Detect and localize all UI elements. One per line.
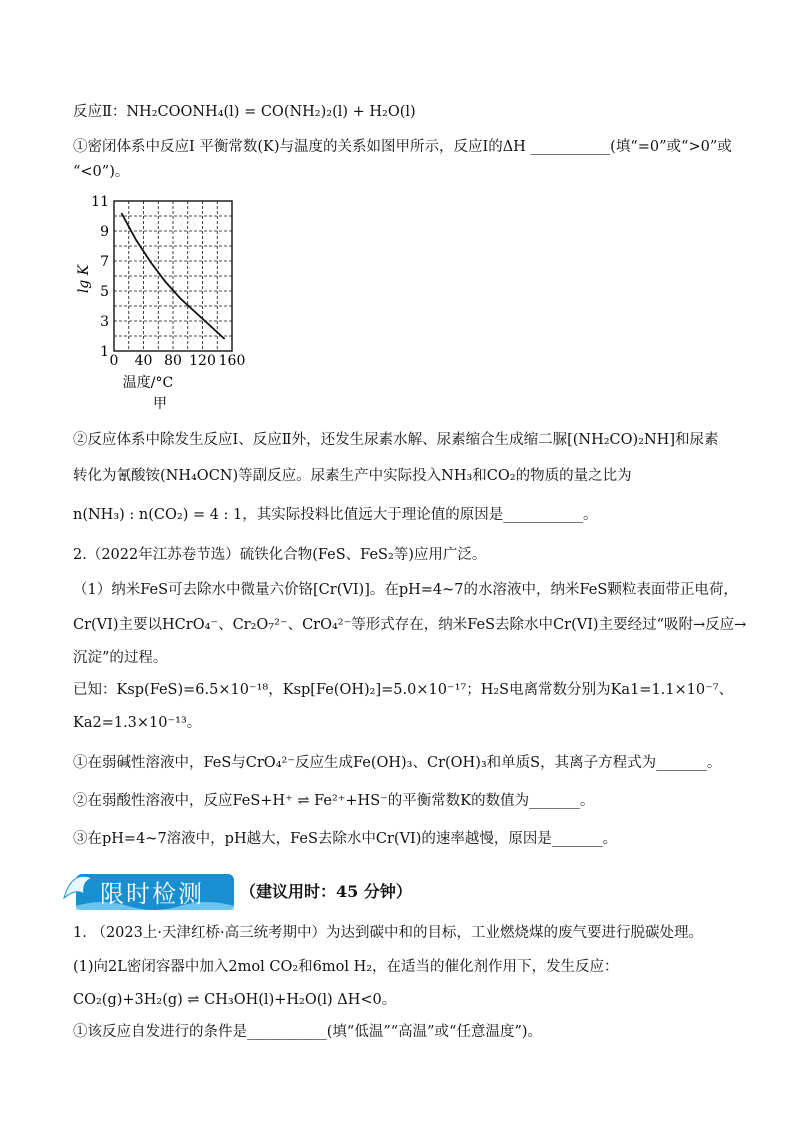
problem-2-part1-cont2: 沉淀”的过程。 — [73, 650, 168, 666]
question-2-text-cont: 转化为氰酸铵(NH₄OCN)等副反应。尿素生产中实际投入NH₃和CO₂的物质的量之比为 — [73, 468, 632, 484]
problem-2-heading: 2.（2022年江苏卷节选）硫铁化合物(FeS、FeS₂等)应用广泛。 — [73, 547, 487, 563]
x-tick-label: 120 — [189, 353, 216, 369]
x-tick-label: 0 — [109, 353, 119, 369]
question-2-ratio: n(NH₃) : n(CO₂) = 4 : 1，其实际投料比值远大于理论值的原因是___________。 — [73, 507, 598, 523]
y-tick-label: 11 — [91, 194, 109, 210]
y-tick-label: 5 — [100, 284, 109, 300]
problem-2-part1: （1）纳米FeS可去除水中微量六价铬[Cr(VI)]。在pH=4~7的水溶液中，纳米FeS颗粒表面带正电荷， — [73, 582, 738, 598]
reaction-ii-equation: 反应Ⅱ：NH₂COONH₄(l) = CO(NH₂)₂(l) + H₂O(l) — [73, 104, 416, 120]
problem-1-part1: (1)向2L密闭容器中加入2mol CO₂和6mol H₂，在适当的催化剂作用下，发生反应： — [73, 959, 619, 975]
x-tick-label: 40 — [134, 353, 153, 369]
problem-1-subquestion: ①该反应自发进行的条件是___________(填“低温”“高温”或“任意温度”)。 — [73, 1024, 543, 1040]
y-tick-label: 3 — [100, 314, 109, 330]
y-tick-label: 1 — [100, 344, 109, 360]
problem-1-heading: 1. （2023上·天津红桥·高三统考期中）为达到碳中和的目标，工业燃烧煤的废气要进行脱碳处理。 — [73, 925, 704, 941]
y-tick-label: 7 — [100, 254, 109, 270]
lgk-temperature-chart — [78, 193, 258, 418]
y-axis-label: lg K — [76, 264, 92, 294]
problem-2-part1-cont: Cr(VI)主要以HCrO₄⁻、Cr₂O₇²⁻、CrO₄²⁻等形式存在，纳米FeS去除水中Cr(VI)主要经过“吸附→反应→ — [73, 617, 747, 633]
x-tick-label: 80 — [164, 353, 182, 369]
question-2-text: ②反应体系中除发生反应Ⅰ、反应Ⅱ外，还发生尿素水解、尿素缩合生成缩二脲[(NH₂CO)₂NH]和尿素 — [73, 432, 719, 448]
x-axis-label: 温度/°C — [122, 375, 174, 391]
problem-1-equation: CO₂(g)+3H₂(g) ⇌ CH₃OH(l)+H₂O(l) ΔH<0。 — [73, 992, 397, 1008]
subquestion-2: ②在弱酸性溶液中，反应FeS+H⁺ ⇌ Fe²⁺+HS⁻的平衡常数K的数值为_______。 — [73, 793, 595, 809]
question-1-text-cont: “<0”)。 — [73, 164, 130, 180]
known-constants: 已知：Ksp(FeS)=6.5×10⁻¹⁸，Ksp[Fe(OH)₂]=5.0×10⁻¹⁷；H₂S电离常数分别为Ka1=1.1×10⁻⁷、 — [73, 682, 734, 698]
figure-caption: 甲 — [153, 396, 167, 412]
y-tick-label: 9 — [100, 224, 109, 240]
question-1-text: ①密闭体系中反应Ⅰ 平衡常数(K)与温度的关系如图甲所示，反应Ⅰ的ΔH ___________(填“=0”或“>0”或 — [73, 139, 732, 155]
subquestion-3: ③在pH=4~7溶液中，pH越大，FeS去除水中Cr(VI)的速率越慢，原因是_______。 — [73, 831, 618, 847]
banner-title: 限时检测 — [100, 880, 204, 908]
subquestion-1: ①在弱碱性溶液中，FeS与CrO₄²⁻反应生成Fe(OH)₃、Cr(OH)₃和单质S，其离子方程式为_______。 — [73, 755, 722, 771]
x-tick-label: 160 — [218, 353, 246, 369]
known-constants-cont: Ka2=1.3×10⁻¹³。 — [73, 715, 202, 731]
banner-subtitle: （建议用时：45 分钟） — [240, 882, 412, 901]
